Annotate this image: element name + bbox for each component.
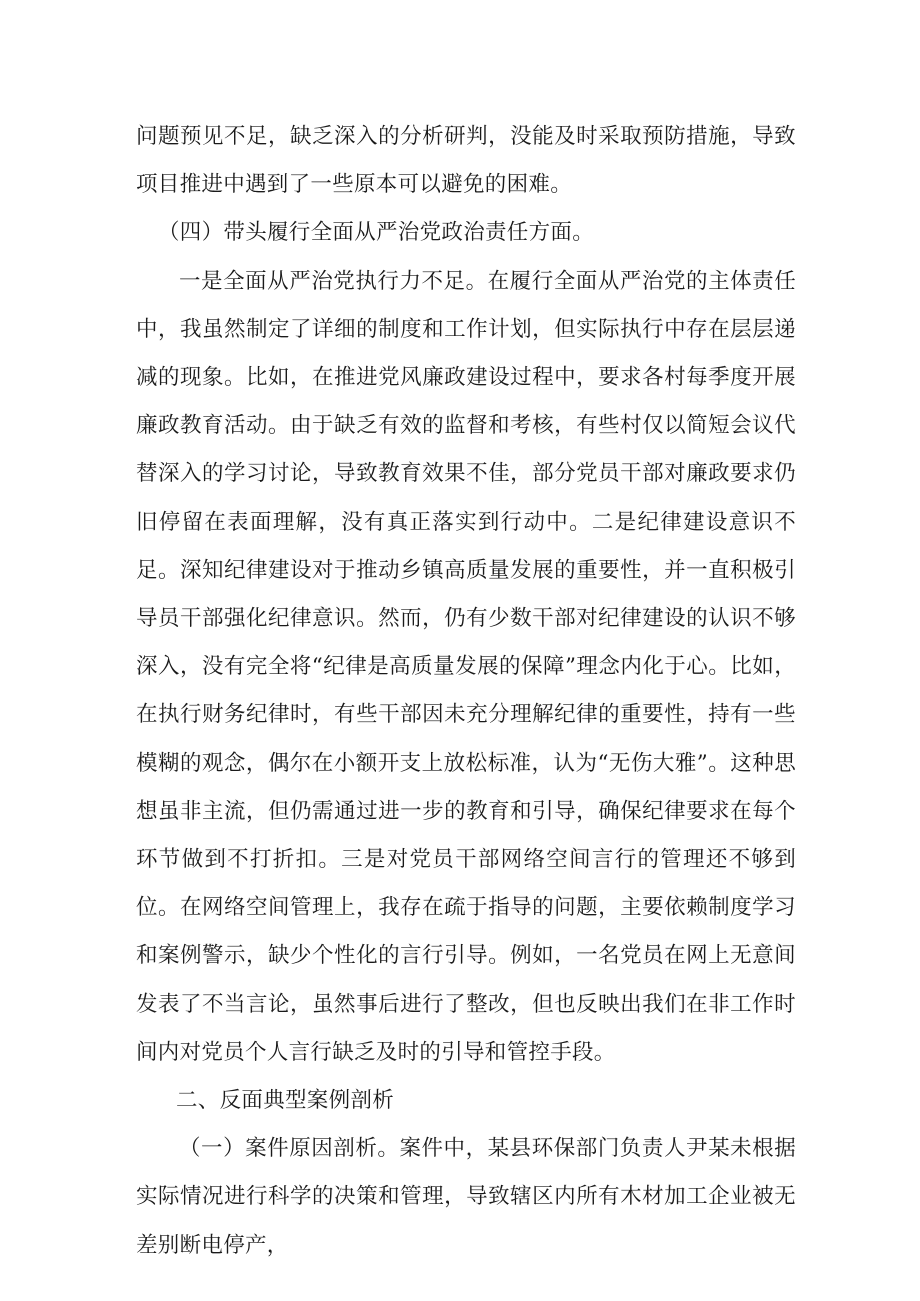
paragraph-continuation: 问题预见不足，缺乏深入的分析研判，没能及时采取预防措施，导致项目推进中遇到了一些原本可以避免的困难。 <box>136 124 796 198</box>
document-body <box>136 113 796 1270</box>
paragraph-body-case: （一）案件原因剖析。案件中，某县环保部门负责人尹某未根据实际情况进行科学的决策和管理，导致辖区内所有木材加工企业被无差别断电停产， <box>136 1136 796 1258</box>
section-heading: 二、反面典型案例剖析 <box>176 1088 395 1114</box>
paragraph-body: 一是全面从严治党执行力不足。在履行全面从严治党的主体责任中，我虽然制定了详细的制度和工作计划，但实际执行中存在层层递减的现象。比如，在推进党风廉政建设过程中，要求各村每季度开展廉政教育活动。由于缺乏有效的监督和考核，有些村仅以简短会议代替深入的学习讨论，导致教育效果不佳，部分党员干部对廉政要求仍旧停留在表面理解，没有真正落实到行动中。二是纪律建设意识不足。深知纪律建设对于推动乡镇高质量发展的重要性，并一直积极引导员干部强化纪律意识。然而，仍有少数干部对纪律建设的认识不够深入，没有完全将“纪律是高质量发展的保障”理念内化于心。比如，在执行财务纪律时，有些干部因未充分理解纪律的重要性，持有一些模糊的观念，偶尔在小额开支上放松标准，认为“无伤大雅”。这种思想虽非主流，但仍需通过进一步的教育和引导，确保纪律要求在每个环节做到不打折扣。三是对党员干部网络空间言行的管理还不够到位。在网络空间管理上，我存在疏于指导的问题，主要依赖制度学习和案例警示，缺少个性化的言行引导。例如，一名党员在网上无意间发表了不当言论，虽然事后进行了整改，但也反映出我们在非工作时间内对党员个人言行缺乏及时的引导和管控手段。 <box>136 268 796 1065</box>
section-subheading: （四）带头履行全面从严治党政治责任方面。 <box>158 220 595 246</box>
